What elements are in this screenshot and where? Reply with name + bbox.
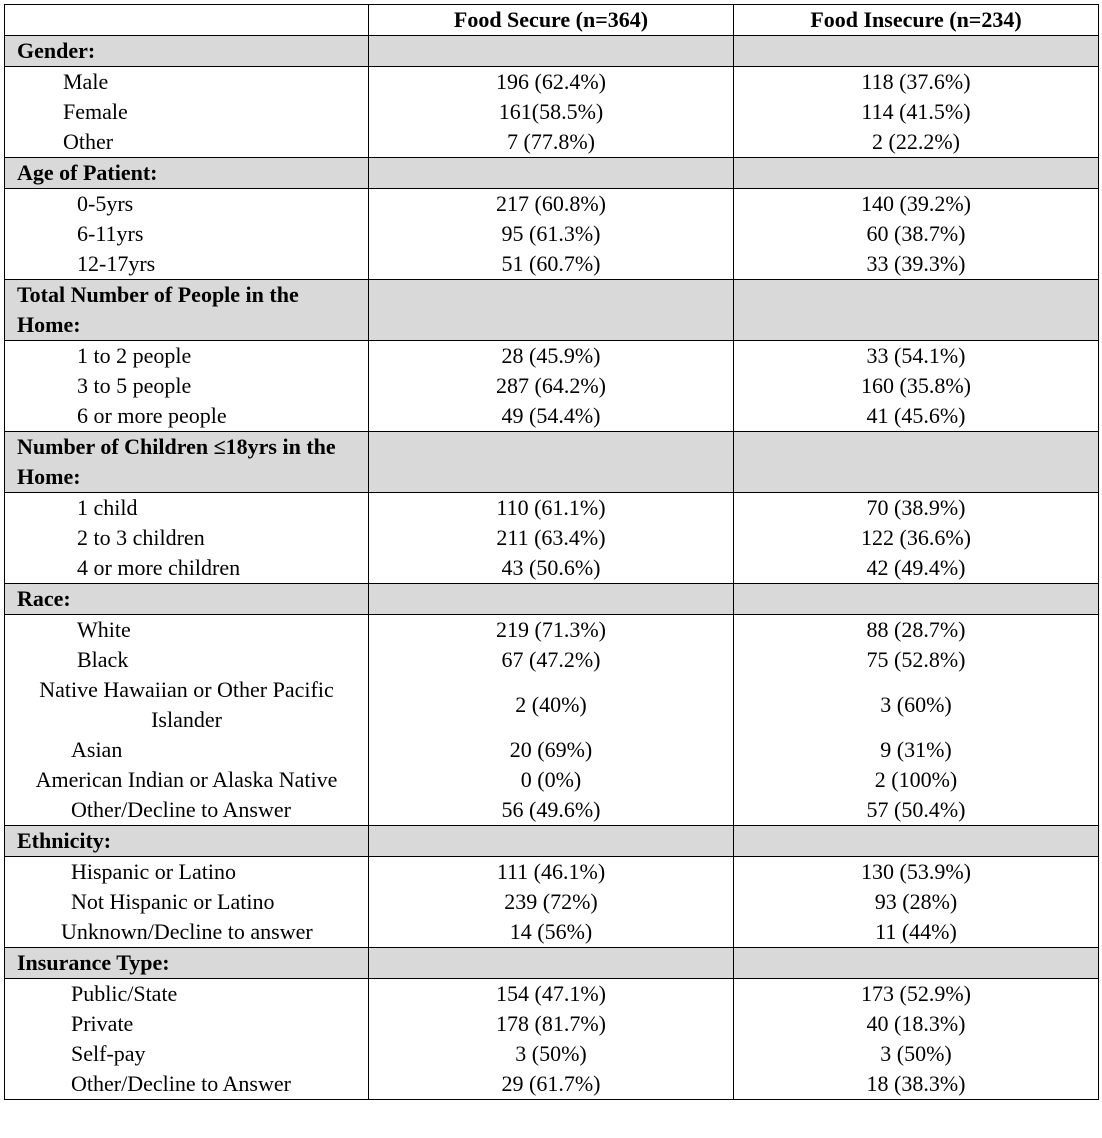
row-label: 4 or more children: [5, 553, 369, 584]
food-secure-value: 239 (72%): [369, 887, 734, 917]
section-row-age: [5, 158, 1099, 189]
food-insecure-value: 33 (39.3%): [734, 249, 1099, 280]
table-row: [5, 189, 1099, 220]
food-insecure-value: 18 (38.3%): [734, 1069, 1099, 1100]
food-insecure-value: 93 (28%): [734, 887, 1099, 917]
food-secure-value: 287 (64.2%): [369, 371, 734, 401]
row-label: 3 to 5 people: [5, 371, 369, 401]
row-label: Self-pay: [5, 1039, 369, 1069]
table-row: [5, 1009, 1099, 1039]
row-label: Not Hispanic or Latino: [5, 887, 369, 917]
food-secure-value: 95 (61.3%): [369, 219, 734, 249]
food-insecure-value: 114 (41.5%): [734, 97, 1099, 127]
section-row-children: [5, 432, 1099, 493]
row-label: Other: [5, 127, 369, 158]
row-label: 1 to 2 people: [5, 341, 369, 372]
table-row: [5, 795, 1099, 826]
food-secure-value: 7 (77.8%): [369, 127, 734, 158]
row-label: Other/Decline to Answer: [5, 1069, 369, 1100]
section-title: Ethnicity:: [5, 826, 369, 857]
row-label: Asian: [5, 735, 369, 765]
food-insecure-value: 40 (18.3%): [734, 1009, 1099, 1039]
table-row: [5, 371, 1099, 401]
row-label: Native Hawaiian or Other Pacific Islander: [5, 675, 369, 735]
section-row-ethnicity: [5, 826, 1099, 857]
food-secure-value: 2 (40%): [369, 675, 734, 735]
table-row: [5, 615, 1099, 646]
section-empty-cell: [369, 826, 734, 857]
food-secure-value: 29 (61.7%): [369, 1069, 734, 1100]
section-empty-cell: [369, 36, 734, 67]
section-title: Gender:: [5, 36, 369, 67]
header-food-secure: Food Secure (n=364): [369, 5, 734, 36]
section-title: Number of Children ≤18yrs in the Home:: [5, 432, 369, 493]
food-insecure-value: 88 (28.7%): [734, 615, 1099, 646]
table-row: [5, 979, 1099, 1010]
table-row: [5, 219, 1099, 249]
food-insecure-value: 3 (50%): [734, 1039, 1099, 1069]
section-empty-cell: [734, 158, 1099, 189]
food-insecure-value: 160 (35.8%): [734, 371, 1099, 401]
food-insecure-value: 70 (38.9%): [734, 493, 1099, 524]
table-row: [5, 97, 1099, 127]
food-secure-value: 43 (50.6%): [369, 553, 734, 584]
food-insecure-value: 9 (31%): [734, 735, 1099, 765]
section-row-race: [5, 584, 1099, 615]
table-row: [5, 675, 1099, 735]
row-label: White: [5, 615, 369, 646]
row-label: 1 child: [5, 493, 369, 524]
table-row: [5, 917, 1099, 948]
food-secure-value: 211 (63.4%): [369, 523, 734, 553]
food-insecure-value: 57 (50.4%): [734, 795, 1099, 826]
food-insecure-value: 173 (52.9%): [734, 979, 1099, 1010]
table-row: [5, 553, 1099, 584]
section-empty-cell: [369, 158, 734, 189]
row-label: Unknown/Decline to answer: [5, 917, 369, 948]
food-secure-value: 161(58.5%): [369, 97, 734, 127]
table-row: [5, 887, 1099, 917]
table-row: [5, 765, 1099, 795]
food-secure-value: 219 (71.3%): [369, 615, 734, 646]
row-label: 6 or more people: [5, 401, 369, 432]
section-empty-cell: [369, 948, 734, 979]
food-insecure-value: 118 (37.6%): [734, 67, 1099, 98]
table-row: [5, 67, 1099, 98]
row-label: Public/State: [5, 979, 369, 1010]
table-row: [5, 249, 1099, 280]
section-empty-cell: [734, 948, 1099, 979]
food-secure-value: 51 (60.7%): [369, 249, 734, 280]
section-title: Race:: [5, 584, 369, 615]
food-secure-value: 178 (81.7%): [369, 1009, 734, 1039]
section-empty-cell: [734, 584, 1099, 615]
section-row-insurance: [5, 948, 1099, 979]
row-label: 6-11yrs: [5, 219, 369, 249]
food-insecure-value: 41 (45.6%): [734, 401, 1099, 432]
food-insecure-value: 130 (53.9%): [734, 857, 1099, 888]
section-title: Age of Patient:: [5, 158, 369, 189]
section-empty-cell: [369, 584, 734, 615]
food-secure-value: 0 (0%): [369, 765, 734, 795]
food-insecure-value: 60 (38.7%): [734, 219, 1099, 249]
food-secure-value: 28 (45.9%): [369, 341, 734, 372]
header-row: [5, 5, 1099, 36]
section-title: Total Number of People in the Home:: [5, 280, 369, 341]
section-empty-cell: [734, 826, 1099, 857]
section-empty-cell: [369, 432, 734, 493]
food-secure-value: 3 (50%): [369, 1039, 734, 1069]
row-label: Hispanic or Latino: [5, 857, 369, 888]
row-label: Female: [5, 97, 369, 127]
food-insecure-value: 42 (49.4%): [734, 553, 1099, 584]
food-secure-value: 111 (46.1%): [369, 857, 734, 888]
food-insecure-value: 2 (100%): [734, 765, 1099, 795]
food-secure-value: 110 (61.1%): [369, 493, 734, 524]
section-row-gender: [5, 36, 1099, 67]
section-empty-cell: [734, 280, 1099, 341]
food-insecure-value: 33 (54.1%): [734, 341, 1099, 372]
section-row-people: [5, 280, 1099, 341]
row-label: American Indian or Alaska Native: [5, 765, 369, 795]
food-insecure-value: 3 (60%): [734, 675, 1099, 735]
header-blank-cell: [5, 5, 369, 36]
table-row: [5, 523, 1099, 553]
food-secure-value: 196 (62.4%): [369, 67, 734, 98]
section-empty-cell: [369, 280, 734, 341]
food-secure-value: 20 (69%): [369, 735, 734, 765]
food-insecure-value: 122 (36.6%): [734, 523, 1099, 553]
demographics-table: [4, 4, 1099, 1100]
table-row: [5, 735, 1099, 765]
table-row: [5, 493, 1099, 524]
row-label: Male: [5, 67, 369, 98]
table-row: [5, 127, 1099, 158]
food-insecure-value: 140 (39.2%): [734, 189, 1099, 220]
table-row: [5, 341, 1099, 372]
table-row: [5, 645, 1099, 675]
food-secure-value: 67 (47.2%): [369, 645, 734, 675]
table-row: [5, 857, 1099, 888]
table-row: [5, 1039, 1099, 1069]
header-food-insecure: Food Insecure (n=234): [734, 5, 1099, 36]
food-secure-value: 154 (47.1%): [369, 979, 734, 1010]
row-label: 0-5yrs: [5, 189, 369, 220]
section-empty-cell: [734, 36, 1099, 67]
food-secure-value: 217 (60.8%): [369, 189, 734, 220]
section-empty-cell: [734, 432, 1099, 493]
food-insecure-value: 11 (44%): [734, 917, 1099, 948]
food-secure-value: 14 (56%): [369, 917, 734, 948]
row-label: Private: [5, 1009, 369, 1039]
row-label: 2 to 3 children: [5, 523, 369, 553]
row-label: 12-17yrs: [5, 249, 369, 280]
food-insecure-value: 75 (52.8%): [734, 645, 1099, 675]
food-secure-value: 49 (54.4%): [369, 401, 734, 432]
food-secure-value: 56 (49.6%): [369, 795, 734, 826]
table-row: [5, 401, 1099, 432]
section-title: Insurance Type:: [5, 948, 369, 979]
row-label: Other/Decline to Answer: [5, 795, 369, 826]
row-label: Black: [5, 645, 369, 675]
table-row: [5, 1069, 1099, 1100]
food-insecure-value: 2 (22.2%): [734, 127, 1099, 158]
